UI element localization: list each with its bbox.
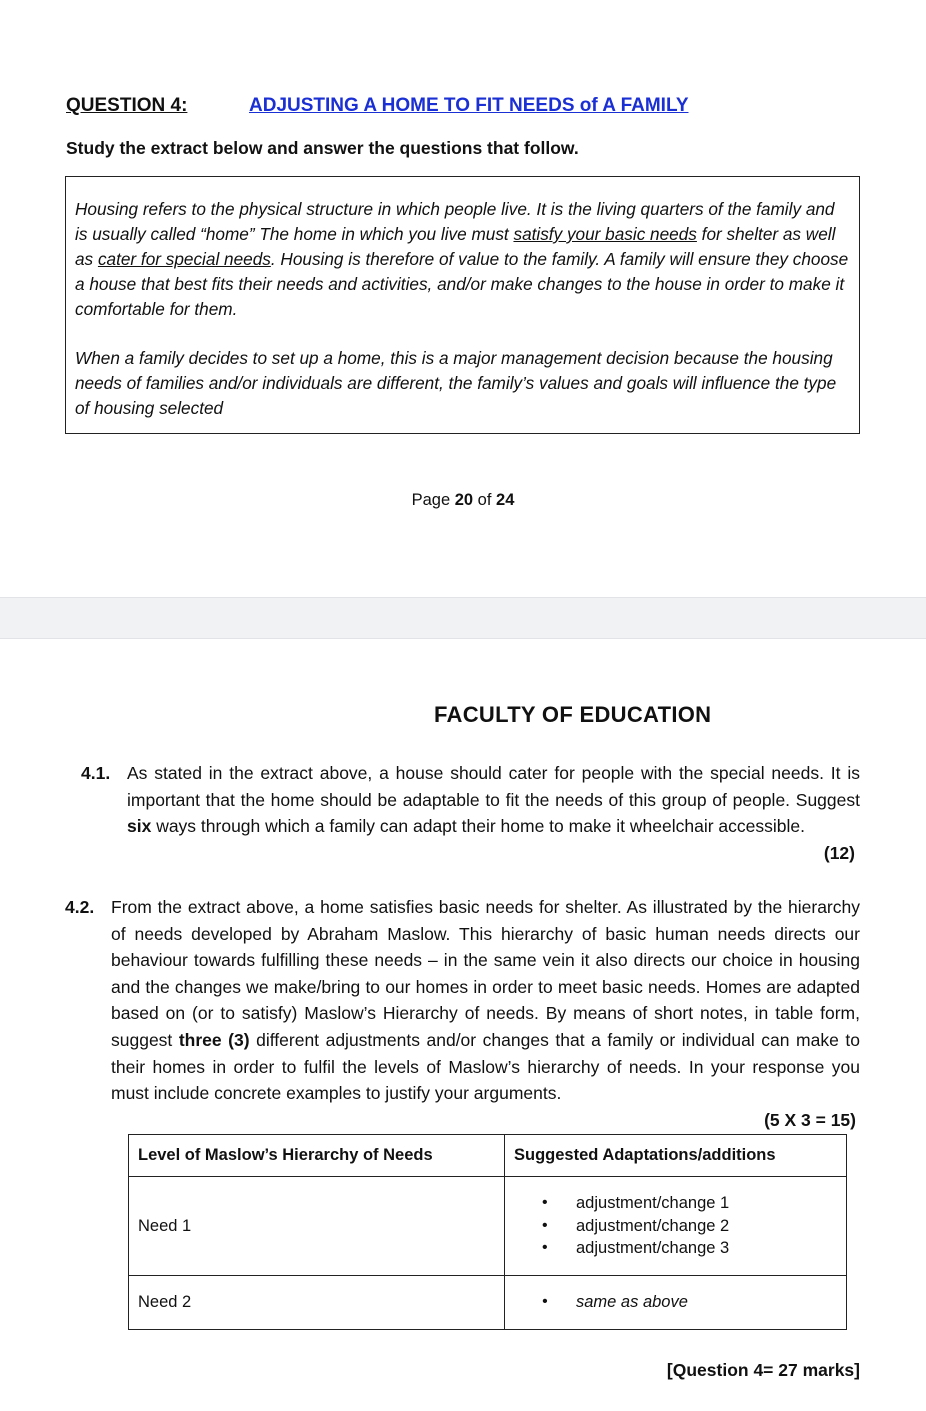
extract-paragraph-1: Housing refers to the physical structure in which people live. It is the living quarters of the family and is usually called “home” The home in which you live must satisfy your basic needs for shelter as well as cater for special needs. Housing is therefore of value to the family. A family will ensure they choose a house that best fits their needs and activities, and/or make changes to the house in order to make it comfortable for them. bbox=[75, 199, 849, 319]
list-item: • same as above bbox=[576, 1291, 845, 1314]
list-item: • adjustment/change 1 bbox=[576, 1192, 845, 1215]
list-item: • adjustment/change 2 bbox=[576, 1215, 845, 1238]
q42-number: 4.2. bbox=[65, 897, 95, 917]
question-label: QUESTION 4: bbox=[66, 95, 188, 116]
maslow-table bbox=[128, 1134, 847, 1330]
table-row bbox=[129, 1177, 847, 1276]
q41-text: As stated in the extract above, a house should cater for people with the special needs. It is important that the home should be adaptable to fit the needs of this group of people. Suggest six ways through which a family can adapt their home to make it wheelchair accessible. bbox=[127, 763, 860, 837]
extract-paragraph-2: When a family decides to set up a home, this is a major management decision because the housing needs of families and/or individuals are different, the family’s values and goals will influence the type of housing selected bbox=[75, 348, 837, 418]
need-cell: Need 2 bbox=[129, 1276, 505, 1330]
need-cell: Need 1 bbox=[129, 1177, 505, 1276]
table-header-row bbox=[129, 1135, 847, 1177]
q41-number: 4.1. bbox=[81, 763, 111, 783]
faculty-heading: FACULTY OF EDUCATION bbox=[434, 702, 712, 727]
q42-text: From the extract above, a home satisfies basic needs for shelter. As illustrated by the hierarchy of needs developed by Abraham Maslow. This hierarchy of basic human needs directs our behaviour towards fulfilling these needs – in the same vein it also directs our choice in housing and the changes we make/bring to our homes in order to meet basic needs. Homes are adapted based on (or to satisfy) Maslow’s Hierarchy of needs. By means of short notes, in table form, suggest three (3) different adjustments and/or changes that a family or individual can make to their homes in order to fulfil the levels of Maslow’s hierarchy of needs. In your response you must include concrete examples to justify your arguments. bbox=[111, 897, 860, 1104]
q42-marks: (5 X 3 = 15) bbox=[764, 1110, 856, 1130]
page-separator bbox=[0, 597, 926, 639]
adaptation-cell bbox=[505, 1177, 847, 1276]
question-title: ADJUSTING A HOME TO FIT NEEDS of A FAMILY bbox=[249, 95, 689, 116]
page-number: Page 20 of 24 bbox=[411, 491, 515, 509]
total-marks: [Question 4= 27 marks] bbox=[666, 1360, 860, 1380]
table-row bbox=[129, 1276, 847, 1330]
adaptation-cell bbox=[505, 1276, 847, 1330]
header-level: Level of Maslow’s Hierarchy of Needs bbox=[129, 1135, 505, 1177]
header-adaptations: Suggested Adaptations/additions bbox=[505, 1135, 847, 1177]
q41-marks: (12) bbox=[823, 843, 855, 863]
instruction: Study the extract below and answer the questions that follow. bbox=[66, 138, 579, 158]
list-item: • adjustment/change 3 bbox=[576, 1237, 845, 1260]
extract-box bbox=[65, 176, 860, 434]
